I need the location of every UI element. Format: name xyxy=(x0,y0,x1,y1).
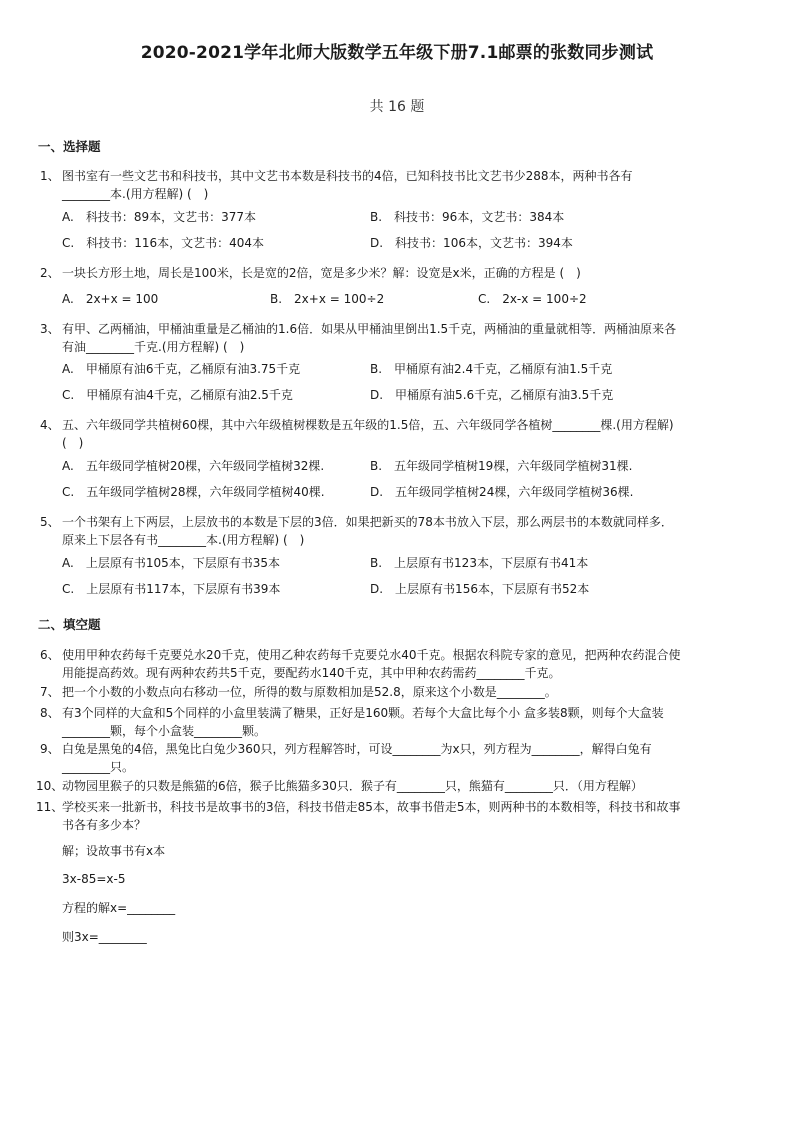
answer-line-3: 方程的解x=________ xyxy=(62,901,176,915)
option-d[interactable]: D. 上层原有书156本，下层原有书52本 xyxy=(370,582,590,596)
question-number: 2、 xyxy=(40,266,60,280)
question-9 xyxy=(40,740,730,776)
question-text: 有3个同样的大盒和5个同样的小盒里装满了糖果，正好是160颗。若每个大盒比每个小 盒多装8颗，则每个大盒装 xyxy=(62,706,664,720)
question-text-line2: 原来上下层各有书________本.(用方程解) ( ) xyxy=(62,533,305,547)
question-10 xyxy=(36,777,726,795)
option-a[interactable]: A. 科技书：89本，文艺书：377本 xyxy=(62,210,256,224)
question-text-line2: ( ) xyxy=(62,436,84,450)
question-text: 把一个小数的小数点向右移动一位，所得的数与原数相加是52.8，原来这个小数是________。 xyxy=(62,685,557,699)
question-number: 10、 xyxy=(36,779,64,793)
question-number: 3、 xyxy=(40,322,60,336)
question-7 xyxy=(40,683,730,701)
option-a[interactable]: A. 2x+x = 100 xyxy=(62,292,159,306)
question-1 xyxy=(40,167,730,203)
option-d[interactable]: D. 五年级同学植树24棵，六年级同学植树36棵. xyxy=(370,485,634,499)
option-a[interactable]: A. 上层原有书105本，下层原有书35本 xyxy=(62,556,280,570)
section-heading-choice: 一、选择题 xyxy=(38,139,101,154)
option-a[interactable]: A. 五年级同学植树20棵，六年级同学植树32棵. xyxy=(62,459,325,473)
option-c[interactable]: C. 上层原有书117本，下层原有书39本 xyxy=(62,582,281,596)
question-text: 一个书架有上下两层，上层放书的本数是下层的3倍．如果把新买的78本书放入下层，那么两层书的本数就同样多． xyxy=(62,515,673,529)
question-3 xyxy=(40,320,730,356)
question-4 xyxy=(40,416,730,452)
option-a[interactable]: A. 甲桶原有油6千克，乙桶原有油3.75千克 xyxy=(62,362,301,376)
section-heading-fill: 二、填空题 xyxy=(38,617,101,632)
option-c[interactable]: C. 2x-x = 100÷2 xyxy=(478,292,587,306)
question-6 xyxy=(40,646,730,682)
question-number: 1、 xyxy=(40,169,60,183)
question-text: 五、六年级同学共植树60棵，其中六年级植树棵数是五年级的1.5倍，五、六年级同学各植树________棵.(用方程解) xyxy=(62,418,674,432)
question-text: 学校买来一批新书，科技书是故事书的3倍，科技书借走85本，故事书借走5本，则两种书的本数相等，科技书和故事 xyxy=(62,800,681,814)
question-number: 6、 xyxy=(40,648,60,662)
option-d[interactable]: D. 甲桶原有油5.6千克，乙桶原有油3.5千克 xyxy=(370,388,614,402)
question-text-line2: 有油________千克.(用方程解) ( ) xyxy=(62,340,245,354)
question-number: 7、 xyxy=(40,685,60,699)
page-title: 2020-2021学年北师大版数学五年级下册7.1邮票的张数同步测试 xyxy=(140,43,654,63)
question-text-line2: 书各有多少本？ xyxy=(62,818,147,832)
question-text-line2: ________本.(用方程解) ( ) xyxy=(62,187,209,201)
option-c[interactable]: C. 五年级同学植树28棵，六年级同学植树40棵. xyxy=(62,485,325,499)
question-text-line2: ________颗，每个小盒装________颗。 xyxy=(62,724,267,738)
question-2 xyxy=(40,264,730,282)
option-b[interactable]: B. 科技书：96本，文艺书：384本 xyxy=(370,210,565,224)
option-c[interactable]: C. 科技书：116本，文艺书：404本 xyxy=(62,236,265,250)
option-d[interactable]: D. 科技书：106本，文艺书：394本 xyxy=(370,236,573,250)
option-b[interactable]: B. 2x+x = 100÷2 xyxy=(270,292,385,306)
question-text: 使用甲种农药每千克要兑水20千克，使用乙种农药每千克要兑水40千克。根据农科院专家的意见，把两种农药混合使 xyxy=(62,648,681,662)
answer-line-4: 则3x=________ xyxy=(62,930,147,944)
question-text: 白兔是黑兔的4倍，黑兔比白兔少360只，列方程解答时，可设________为x只，列方程为________，解得白兔有 xyxy=(62,742,652,756)
question-text: 动物园里猴子的只数是熊猫的6倍，猴子比熊猫多30只．猴子有________只，熊猫有________只．（用方程解） xyxy=(62,779,643,793)
question-count: 共 16 题 xyxy=(369,99,425,115)
option-b[interactable]: B. 五年级同学植树19棵，六年级同学植树31棵. xyxy=(370,459,633,473)
answer-line-2: 3x-85=x-5 xyxy=(62,872,126,886)
question-number: 5、 xyxy=(40,515,60,529)
question-8 xyxy=(40,704,730,740)
question-11 xyxy=(36,798,726,834)
question-number: 9、 xyxy=(40,742,60,756)
option-b[interactable]: B. 甲桶原有油2.4千克，乙桶原有油1.5千克 xyxy=(370,362,613,376)
question-text: 图书室有一些文艺书和科技书，其中文艺书本数是科技书的4倍，已知科技书比文艺书少288本，两种书各有 xyxy=(62,169,633,183)
question-5 xyxy=(40,513,730,549)
option-c[interactable]: C. 甲桶原有油4千克，乙桶原有油2.5千克 xyxy=(62,388,293,402)
answer-line-1: 解；设故事书有x本 xyxy=(62,844,166,858)
question-number: 11、 xyxy=(36,800,64,814)
question-text-line2: 用能提高药效。现有两种农药共5千克，要配药水140千克，其中甲种农药需药________千克。 xyxy=(62,666,561,680)
question-text: 有甲、乙两桶油，甲桶油重量是乙桶油的1.6倍．如果从甲桶油里倒出1.5千克，两桶油的重量就相等．两桶油原来各 xyxy=(62,322,677,336)
option-b[interactable]: B. 上层原有书123本，下层原有书41本 xyxy=(370,556,589,570)
question-text: 一块长方形土地，周长是100米，长是宽的2倍，宽是多少米？解：设宽是x米，正确的方程是 ( ) xyxy=(62,266,581,280)
question-text-line2: ________只。 xyxy=(62,760,135,774)
question-number: 8、 xyxy=(40,706,60,720)
question-number: 4、 xyxy=(40,418,60,432)
